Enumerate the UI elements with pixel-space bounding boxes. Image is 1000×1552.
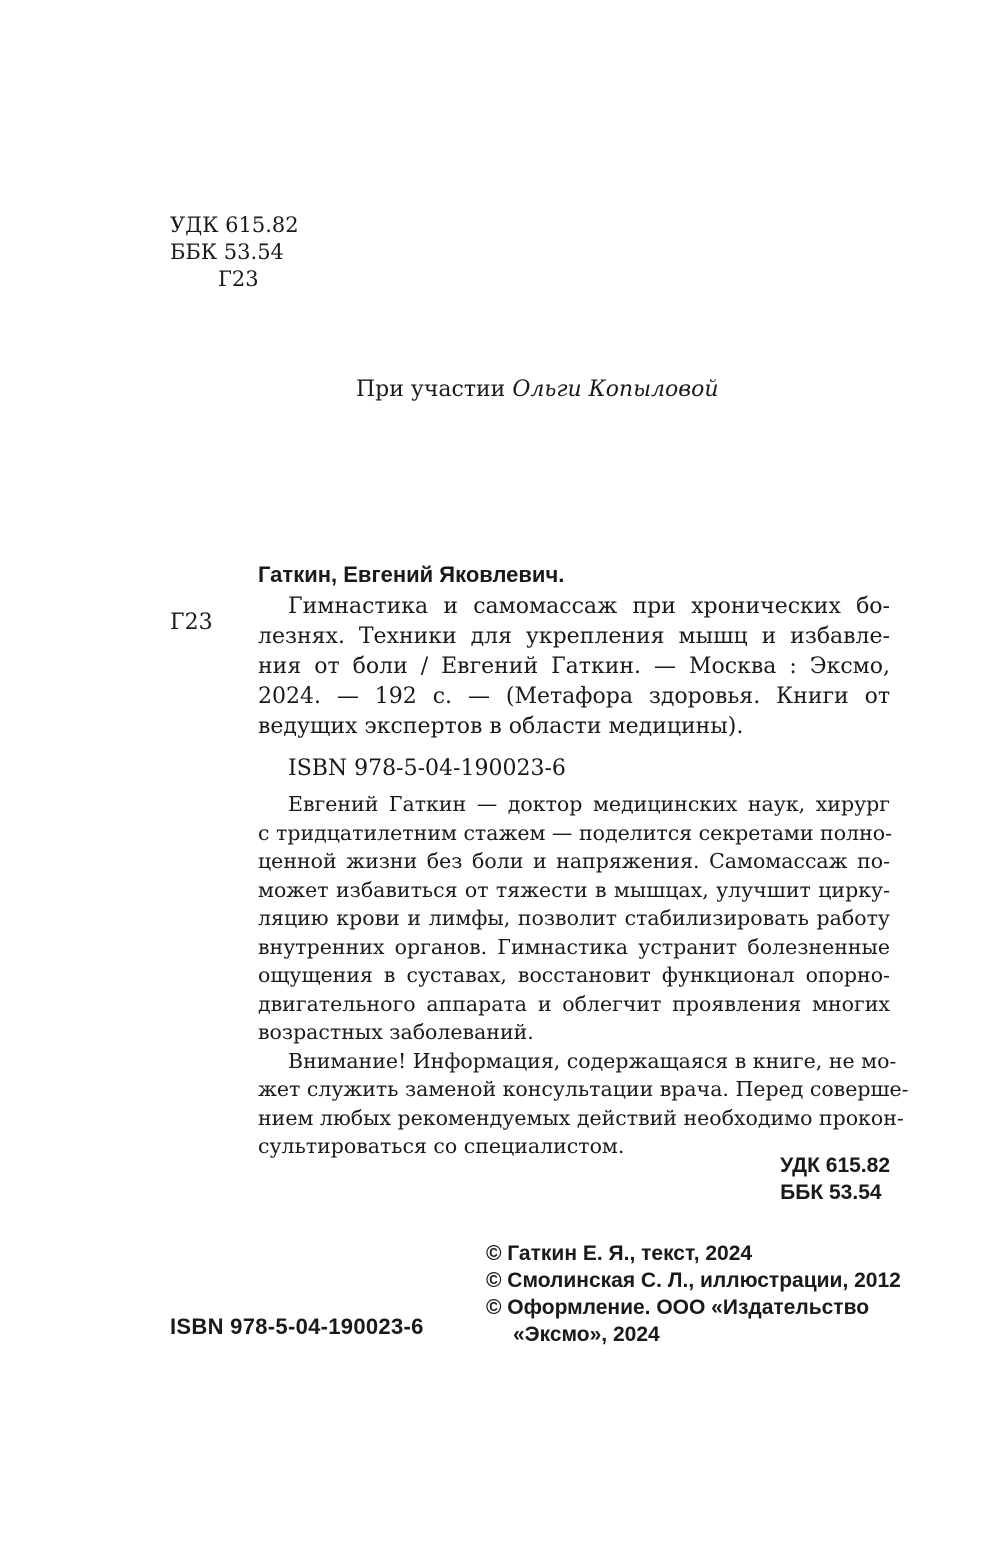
bib-isbn: ISBN 978-5-04-190023-6 (288, 756, 566, 781)
bib-line: ния от боли / Евгений Гаткин. — Москва : Эксмо, (258, 654, 890, 679)
annotation-line: Евгений Гаткин — доктор медицинских наук, хирург (288, 792, 890, 816)
classification-top (170, 212, 299, 293)
annotation-line: внутренних органов. Гимнастика устранит болезненные (258, 934, 890, 959)
udk-code-bottom: УДК 615.82 (780, 1154, 890, 1177)
annotation-line: может избавиться от тяжести в мышцах, улучшит цирку- (258, 877, 890, 902)
copyrights (486, 1240, 901, 1348)
udk-code: УДК 615.82 (170, 213, 299, 237)
bib-line: лезнях. Техники для укрепления мышц и избавле- (258, 624, 890, 649)
bib-line: 2024. — 192 с. — (Метафора здоровья. Книги от (258, 684, 890, 709)
author-mark: Г23 (170, 610, 213, 635)
annotation-line: нием любых рекомендуемых действий необходимо прокон- (258, 1105, 904, 1130)
bib-author: Гаткин, Евгений Яковлевич. (258, 562, 565, 587)
bib-line: ведущих экспертов в области медицины). (258, 714, 744, 739)
annotation (258, 790, 909, 1161)
bib-line: Гимнастика и самомассаж при хронических бо- (288, 594, 890, 619)
annotation-line: возрастных заболеваний. (258, 1020, 534, 1044)
annotation-line: двигательного аппарата и облегчит проявления многих (258, 991, 890, 1016)
bibliographic-record (258, 560, 890, 784)
annotation-line: с тридцатилетним стажем — поделится секретами полно- (258, 820, 892, 845)
participation-name: Ольги Копыловой (512, 377, 719, 402)
annotation-line: жет служить заменой консультации врача. Перед соверше- (258, 1077, 909, 1101)
annotation-line: Внимание! Информация, содержащаяся в книге, не мо- (288, 1048, 897, 1073)
copyright-illustrations: © Смолинская С. Л., иллюстрации, 2012 (486, 1269, 901, 1292)
author-mark-code: Г23 (218, 267, 259, 291)
copyright-design-cont: «Эксмо», 2024 (513, 1323, 660, 1346)
copyright-design: © Оформление. ООО «Издательство (486, 1296, 870, 1319)
participation-prefix: При участии (356, 377, 506, 402)
classification-bottom (780, 1152, 890, 1206)
bbk-code-bottom: ББК 53.54 (780, 1181, 882, 1204)
annotation-line: сультироваться со специалистом. (258, 1134, 625, 1158)
annotation-line: ляцию крови и лимфы, позволит стабилизировать работу (258, 906, 890, 930)
participation-line (356, 377, 719, 402)
annotation-line: ощущения в суставах, восстановит функционал опорно- (258, 963, 890, 987)
bbk-code: ББК 53.54 (170, 240, 284, 264)
isbn-bottom: ISBN 978-5-04-190023-6 (170, 1314, 424, 1339)
copyright-text: © Гаткин Е. Я., текст, 2024 (486, 1242, 753, 1265)
annotation-line: ценной жизни без боли и напряжения. Самомассаж по- (258, 849, 890, 873)
